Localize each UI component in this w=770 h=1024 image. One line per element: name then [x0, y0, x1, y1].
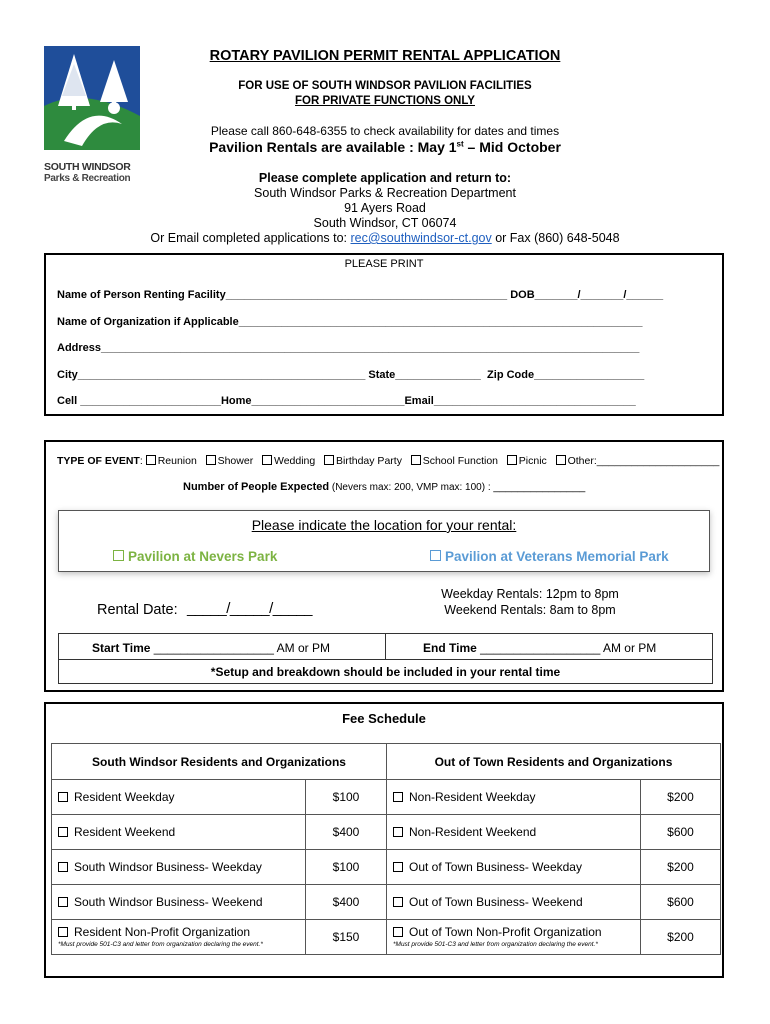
event-shower-checkbox[interactable]: Shower [206, 455, 254, 467]
fee-amount: $400 [306, 885, 387, 920]
event-other-checkbox[interactable]: Other:_____________________ [556, 455, 720, 467]
fee-amount: $100 [306, 850, 387, 885]
fee-amount: $400 [306, 815, 387, 850]
people-expected-field[interactable]: Number of People Expected (Nevers max: 200, VMP max: 100) : _______________ [183, 481, 586, 493]
residents-header: South Windsor Residents and Organizations [52, 744, 387, 780]
subtitle-use: FOR USE OF SOUTH WINDSOR PAVILION FACILITIES [238, 80, 532, 92]
logo-line2: Parks & Recreation [44, 173, 131, 184]
fee-title: Fee Schedule [342, 711, 426, 726]
event-type-label: TYPE OF EVENT [57, 455, 140, 467]
address-field[interactable]: Address________________________________________________________________________________________ [57, 342, 640, 354]
weekend-hours: Weekend Rentals: 8am to 8pm [444, 603, 616, 617]
fee-option-oot-nonprofit[interactable]: Out of Town Non-Profit Organization *Must provide 501-C3 and letter from organization declaring the event.* [387, 920, 641, 955]
out-of-town-header: Out of Town Residents and Organizations [387, 744, 721, 780]
fee-amount: $600 [641, 815, 721, 850]
season-note: Pavilion Rentals are available : May 1st – Mid October [209, 139, 561, 155]
subtitle-private: FOR PRIVATE FUNCTIONS ONLY [295, 95, 475, 107]
email-link[interactable]: rec@southwindsor-ct.gov [350, 231, 492, 245]
setup-note: *Setup and breakdown should be included in your rental time [210, 665, 561, 679]
event-reunion-checkbox[interactable]: Reunion [146, 455, 197, 467]
nevers-checkbox-icon[interactable] [113, 550, 124, 561]
fee-option-resident-weekend[interactable]: Resident Weekend [52, 815, 306, 850]
organization-field[interactable]: Name of Organization if Applicable__________________________________________________________________ [57, 316, 643, 328]
fee-option-resident-nonprofit[interactable]: Resident Non-Profit Organization *Must provide 501-C3 and letter from organization declaring the event.* [52, 920, 306, 955]
vmp-option[interactable]: Pavilion at Veterans Memorial Park [430, 549, 669, 564]
nonprofit-note: *Must provide 501-C3 and letter from organization declaring the event.* [58, 940, 263, 948]
return-heading: Please complete application and return to: [258, 171, 512, 185]
event-wedding-checkbox[interactable]: Wedding [262, 455, 315, 467]
fee-option-oot-business-weekday[interactable]: Out of Town Business- Weekday [387, 850, 641, 885]
event-type-row: TYPE OF EVENT: Reunion Shower Wedding Birthday Party School Function Picnic Other:_____________________ [57, 455, 720, 467]
fee-option-nonresident-weekend[interactable]: Non-Resident Weekend [387, 815, 641, 850]
availability-note: Please call 860-648-6355 to check availability for dates and times [210, 124, 560, 138]
page-title: ROTARY PAVILION PERMIT RENTAL APPLICATION [209, 48, 561, 64]
vmp-checkbox-icon[interactable] [430, 550, 441, 561]
fee-option-nonresident-weekday[interactable]: Non-Resident Weekday [387, 780, 641, 815]
fee-amount: $150 [306, 920, 387, 955]
event-birthday-checkbox[interactable]: Birthday Party [324, 455, 402, 467]
nonprofit-note: *Must provide 501-C3 and letter from organization declaring the event.* [393, 940, 598, 948]
fee-amount: $200 [641, 920, 721, 955]
please-print: PLEASE PRINT [344, 258, 424, 270]
name-field[interactable]: Name of Person Renting Facility______________________________________________ DOB_______/_______/______ [57, 289, 664, 301]
start-time-field[interactable]: Start Time __________________ AM or PM [92, 641, 330, 655]
email-line: Or Email completed applications to: rec@southwindsor-ct.gov or Fax (860) 648-5048 [150, 231, 620, 245]
fee-amount: $100 [306, 780, 387, 815]
weekday-hours: Weekday Rentals: 12pm to 8pm [441, 587, 619, 601]
city-state-zip-field[interactable]: City_______________________________________________ State______________ Zip Code__________________ [57, 369, 645, 381]
address-line2: 91 Ayers Road [344, 201, 426, 215]
event-school-checkbox[interactable]: School Function [411, 455, 498, 467]
applicant-section [44, 253, 724, 416]
address-line1: South Windsor Parks & Recreation Department [254, 186, 516, 200]
fee-table [51, 743, 721, 955]
fee-option-sw-business-weekday[interactable]: South Windsor Business- Weekday [52, 850, 306, 885]
location-prompt: Please indicate the location for your rental: [251, 517, 517, 533]
rental-date-label: Rental Date: [97, 602, 178, 618]
fee-option-resident-weekday[interactable]: Resident Weekday [52, 780, 306, 815]
fee-amount: $200 [641, 850, 721, 885]
parks-logo-icon [44, 46, 140, 150]
fee-option-oot-business-weekend[interactable]: Out of Town Business- Weekend [387, 885, 641, 920]
fee-option-sw-business-weekend[interactable]: South Windsor Business- Weekend [52, 885, 306, 920]
event-picnic-checkbox[interactable]: Picnic [507, 455, 547, 467]
phone-email-field[interactable]: Cell _______________________Home_________________________Email_________________________________ [57, 395, 636, 407]
rental-date-field[interactable]: _____/_____/_____ [187, 600, 312, 617]
fee-amount: $200 [641, 780, 721, 815]
end-time-field[interactable]: End Time __________________ AM or PM [423, 641, 657, 655]
logo [44, 46, 140, 186]
nevers-park-option[interactable]: Pavilion at Nevers Park [113, 549, 277, 564]
address-line3: South Windsor, CT 06074 [313, 216, 457, 230]
logo-line1: SOUTH WINDSOR [44, 161, 131, 173]
fee-amount: $600 [641, 885, 721, 920]
